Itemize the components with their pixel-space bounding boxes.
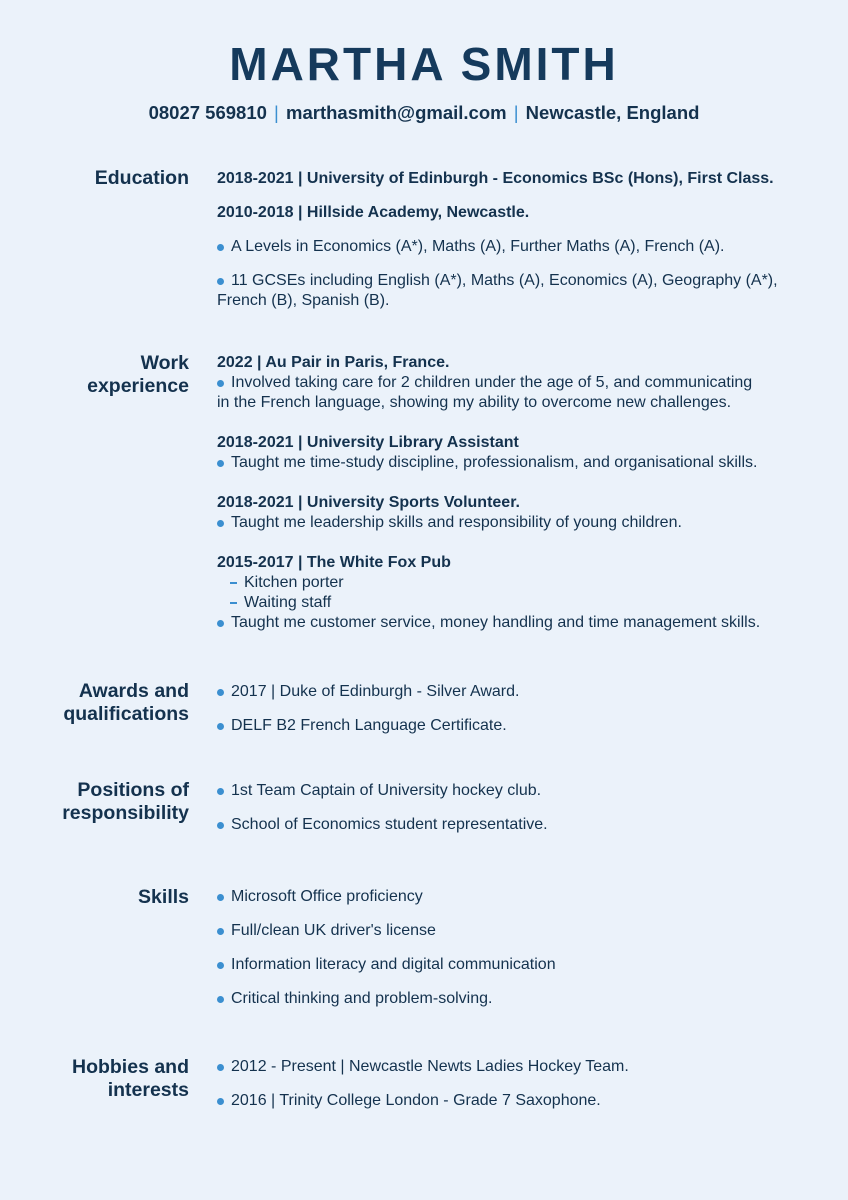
job-title: 2018-2021 | University Sports Volunteer. [217,494,520,511]
bullet-icon [217,1098,224,1105]
list-item: Taught me leadership skills and responsibility of young children. [217,513,807,533]
job-title: 2018-2021 | University Library Assistant [217,434,519,451]
bullet-icon [217,894,224,901]
list-item: 1st Team Captain of University hockey club. [217,781,807,801]
list-item: Information literacy and digital communication [217,955,807,975]
bullet-icon [217,278,224,285]
phone-number: 08027 569810 [148,102,267,123]
bullet-icon [217,620,224,627]
hobbies-heading: Hobbies and interests [71,1056,189,1101]
dash-icon [230,602,237,604]
email-address: marthasmith@gmail.com [286,102,507,123]
awards-heading: Awards and qualifications [63,680,189,725]
list-item: Taught me customer service, money handling and time management skills. [217,613,807,633]
list-item: Taught me time-study discipline, professionalism, and organisational skills. [217,453,807,473]
contact-line [0,101,848,125]
education-entry: 2010-2018 | Hillside Academy, Newcastle. [217,204,530,221]
skills-heading: Skills [138,886,189,908]
role-item: Kitchen porter [217,573,807,593]
education-entry: 2018-2021 | University of Edinburgh - Economics BSc (Hons), First Class. [217,170,774,187]
list-item: 2017 | Duke of Edinburgh - Silver Award. [217,682,807,702]
bullet-icon [217,996,224,1003]
list-item: 2016 | Trinity College London - Grade 7 Saxophone. [217,1091,807,1111]
location: Newcastle, England [525,102,700,123]
resume-name: MARTHA SMITH [229,38,619,90]
list-item: School of Economics student representative. [217,815,807,835]
list-item: 11 GCSEs including English (A*), Maths (A), Economics (A), Geography (A*), French (B), Spanish (B). [217,272,778,309]
bullet-icon [217,689,224,696]
bullet-icon [217,380,224,387]
bullet-icon [217,788,224,795]
bullet-icon [217,460,224,467]
bullet-icon [217,520,224,527]
separator: | [513,102,519,123]
dash-icon [230,582,237,584]
positions-heading: Positions of responsibility [62,779,189,824]
education-heading: Education [94,167,189,189]
bullet-icon [217,723,224,730]
separator: | [274,102,279,123]
job-title: 2015-2017 | The White Fox Pub [217,554,451,571]
list-item: DELF B2 French Language Certificate. [217,716,807,736]
list-item: Critical thinking and problem-solving. [217,989,807,1009]
bullet-icon [217,928,224,935]
list-item: Full/clean UK driver's license [217,921,807,941]
role-item: Waiting staff [217,593,807,613]
bullet-icon [217,962,224,969]
list-item: Microsoft Office proficiency [217,887,807,907]
list-item: 2012 - Present | Newcastle Newts Ladies Hockey Team. [217,1057,807,1077]
bullet-icon [217,822,224,829]
bullet-icon [217,1064,224,1071]
list-item: Involved taking care for 2 children under the age of 5, and communicating in the French language, showing my ability to overcome new challenges. [217,374,753,411]
job-title: 2022 | Au Pair in Paris, France. [217,354,450,371]
work-heading: Work experience [87,352,189,397]
list-item: A Levels in Economics (A*), Maths (A), Further Maths (A), French (A). [217,237,807,257]
bullet-icon [217,244,224,251]
